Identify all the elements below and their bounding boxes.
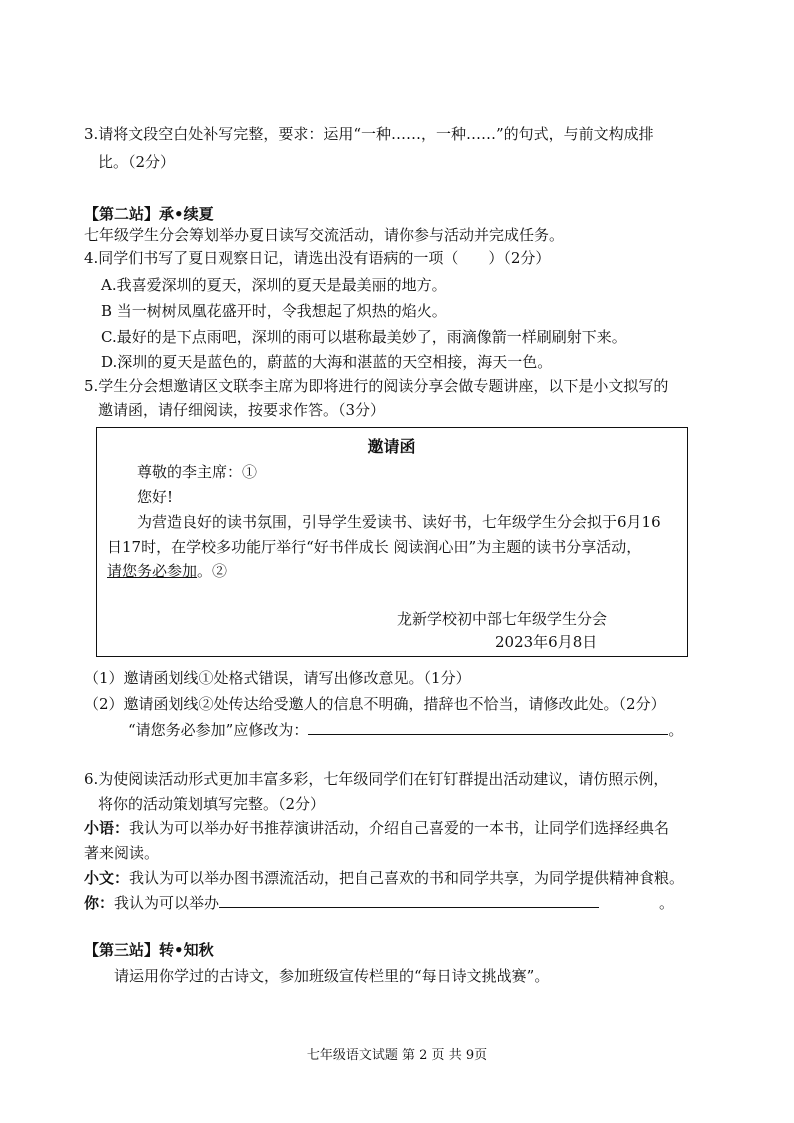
xiaoyu-label: 小语：	[84, 819, 130, 837]
ni-text: 我认为可以举办	[114, 894, 220, 912]
q5-sub2-answer-end: 。	[668, 721, 684, 739]
letter-marker-2: 。②	[197, 562, 228, 580]
q6-line2: 将你的活动策划填写完整。（2分）	[98, 795, 326, 813]
letter-body-line1: 为营造良好的读书氛围，引导学生爱读书、读好书，七年级学生分会拟于6月16	[137, 513, 661, 531]
q5-sub2-answer-blank[interactable]	[308, 720, 668, 735]
q5-sub2-answer-line	[128, 720, 683, 740]
q3-line2: 比。（2分）	[98, 153, 176, 171]
q5-line2: 邀请函，请仔细阅读，按要求作答。（3分）	[98, 401, 386, 419]
xiaoyu-text: 我认为可以举办好书推荐演讲活动，介绍自己喜爱的一本书，让同学们选择经典名	[129, 819, 670, 837]
page-footer: 七年级语文试题 第 2 页 共 9页	[306, 1048, 488, 1063]
q6-xiaoyu-line2: 著来阅读。	[84, 844, 160, 862]
q6-line1: 6.为使阅读活动形式更加丰富多彩，七年级同学们在钉钉群提出活动建议，请仿照示例，	[84, 770, 669, 788]
q4-option-c: C.最好的是下点雨吧，深圳的雨可以堪称最美妙了，雨滴像箭一样刷刷射下来。	[101, 328, 627, 346]
xiaowen-label: 小文：	[84, 869, 130, 887]
letter-body-line2: 日17时，在学校多功能厅举行“好书伴成长 阅读润心田”为主题的读书分享活动，	[107, 538, 642, 556]
q4-stem: 4.同学们书写了夏日观察日记，请选出没有语病的一项（ ）（2分）	[84, 249, 551, 267]
ni-answer-blank[interactable]	[219, 893, 599, 908]
q5-sub2: （2）邀请函划线②处传达给受邀人的信息不明确，措辞也不恰当，请修改此处。（2分）	[84, 695, 666, 713]
station3-heading: 【第三站】转•知秋	[84, 941, 214, 959]
q6-xiaoyu-line1	[84, 818, 669, 838]
q4-option-b: B 当一树树凤凰花盛开时，令我想起了炽热的焰火。	[101, 302, 447, 320]
letter-greeting: 您好!	[137, 488, 174, 506]
q6-ni-line	[84, 893, 674, 913]
q5-sub1: （1）邀请函划线①处格式错误，请写出修改意见。（1分）	[84, 669, 471, 687]
q6-xiaowen-line	[84, 868, 684, 888]
ni-label: 你：	[84, 894, 115, 912]
invitation-letter-box	[96, 427, 688, 657]
letter-body-line3	[107, 561, 227, 581]
q4-option-d: D.深圳的夏天是蓝色的，蔚蓝的大海和湛蓝的天空相接，海天一色。	[101, 353, 553, 371]
ni-end: 。	[659, 894, 675, 912]
letter-title: 邀请函	[367, 437, 416, 456]
letter-signer: 龙新学校初中部七年级学生分会	[397, 610, 608, 628]
q4-option-a: A.我喜爱深圳的夏天，深圳的夏天是最美丽的地方。	[101, 276, 447, 294]
letter-date: 2023年6月8日	[495, 633, 598, 651]
letter-underlined-phrase: 请您务必参加	[107, 562, 198, 580]
q3-line1: 3.请将文段空白处补写完整，要求：运用“一种……，一种……”的句式，与前文构成排	[84, 125, 654, 143]
station2-heading: 【第二站】承•续夏	[84, 205, 214, 223]
letter-salutation: 尊敬的李主席：①	[137, 463, 258, 481]
station2-intro: 七年级学生分会筹划举办夏日读写交流活动，请你参与活动并完成任务。	[84, 226, 565, 244]
station3-intro: 请运用你学过的古诗文，参加班级宣传栏里的“每日诗文挑战赛”。	[114, 967, 550, 985]
q5-sub2-answer-label: “请您务必参加”应修改为：	[128, 721, 309, 739]
q5-line1: 5.学生分会想邀请区文联李主席为即将进行的阅读分享会做专题讲座，以下是小文拟写的	[84, 377, 669, 395]
xiaowen-text: 我认为可以举办图书漂流活动，把自己喜欢的书和同学共享，为同学提供精神食粮。	[129, 869, 685, 887]
